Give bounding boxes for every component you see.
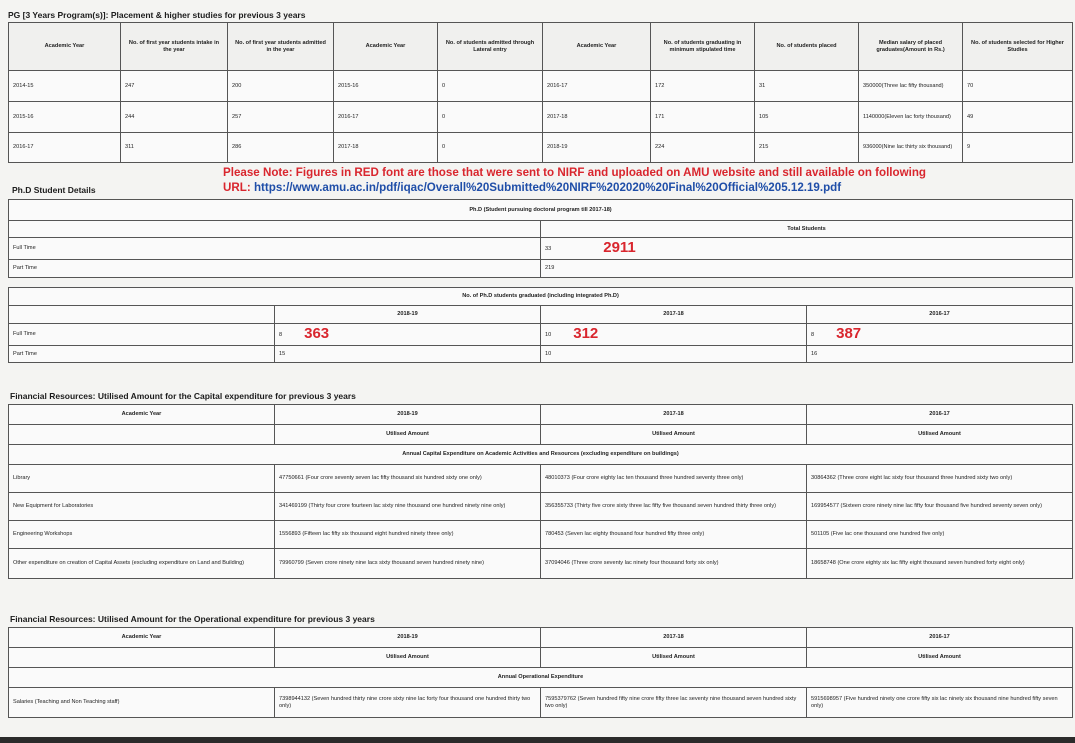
url-label: URL: [223, 181, 251, 195]
red-figure: 387 [836, 325, 862, 343]
capital-expenditure-table [8, 404, 1073, 579]
table-cell: 105 [755, 102, 859, 133]
phd-graduated-header: No. of Ph.D students graduated (including integrated Ph.D) [9, 288, 1073, 306]
amount-cell: 1556893 (Fifteen lac fifty six thousand eight hundred ninety three only) [275, 521, 541, 549]
phd-graduated-table [8, 287, 1073, 363]
grad-part-value: 16 [807, 346, 1073, 363]
table-row [9, 324, 1073, 346]
pg-header: Academic Year [543, 23, 651, 71]
pg-header: Academic Year [9, 23, 121, 71]
table-cell: 2016-17 [543, 71, 651, 102]
red-figure: 2911 [603, 239, 636, 257]
table-cell: 2016-17 [9, 133, 121, 163]
year-header: 2016-17 [807, 306, 1073, 324]
table-row [9, 521, 1073, 549]
table-cell: 257 [228, 102, 334, 133]
row-label: Other expenditure on creation of Capital Assets (excluding expenditure on Land and Building) [9, 549, 275, 579]
phd-section-title: Ph.D Student Details [12, 185, 96, 195]
table-cell: 1140000(Eleven lac forty thousand) [859, 102, 963, 133]
table-row [9, 238, 1073, 260]
pg-header: No. of students selected for Higher Studies [963, 23, 1073, 71]
table-cell: 200 [228, 71, 334, 102]
year-header: 2017-18 [541, 628, 807, 648]
grad-full-value: 8 [279, 331, 283, 338]
red-figure: 363 [304, 325, 330, 343]
table-cell: 286 [228, 133, 334, 163]
note-url-link[interactable]: https://www.amu.ac.in/pdf/iqac/Overall%20Submitted%20NIRF%202020%20Final%20Official%205.12.19.pdf [253, 181, 842, 195]
table-cell: 247 [121, 71, 228, 102]
table-cell: 9 [963, 133, 1073, 163]
total-students-label: Total Students [541, 221, 1073, 238]
table-cell: 2018-19 [543, 133, 651, 163]
table-cell: 2015-16 [9, 102, 121, 133]
amount-cell: 356355733 (Thirty five crore sixty three lac fifty five thousand seven hundred thirty three only) [541, 493, 807, 521]
table-row [9, 260, 1073, 278]
amount-cell: 501105 (Five lac one thousand one hundred five only) [807, 521, 1073, 549]
amount-cell: 780453 (Seven lac eighty thousand four hundred fifty three only) [541, 521, 807, 549]
table-row [9, 493, 1073, 521]
grad-full-value: 8 [811, 331, 815, 338]
part-time-value: 219 [541, 260, 1073, 278]
amount-cell: 7595379762 (Seven hundred fifty nine crore fifty three lac seventy nine thousand seven hundred sixty two only) [541, 688, 807, 718]
table-cell: 70 [963, 71, 1073, 102]
table-row [9, 688, 1073, 718]
note-url-line [223, 180, 1075, 195]
table-row [9, 102, 1073, 133]
operational-section-title: Financial Resources: Utilised Amount for the Operational expenditure for previous 3 years [10, 614, 375, 624]
amount-cell: 47750661 (Four crore seventy seven lac fifty thousand six hundred sixty one only) [275, 465, 541, 493]
table-cell: 171 [651, 102, 755, 133]
utilised-amount-label: Utilised Amount [275, 425, 541, 445]
part-time-label: Part Time [9, 260, 541, 278]
utilised-amount-label: Utilised Amount [541, 425, 807, 445]
amount-cell: 169954577 (Sixteen crore ninety nine lac fifty four thousand five hundred seventy seven only) [807, 493, 1073, 521]
table-row [9, 133, 1073, 163]
table-cell: 31 [755, 71, 859, 102]
pg-header: No. of students graduating in minimum stipulated time [651, 23, 755, 71]
amount-cell: 7398944132 (Seven hundred thirty nine crore sixty nine lac forty four thousand one hundred thirty two only) [275, 688, 541, 718]
table-cell: 311 [121, 133, 228, 163]
utilised-amount-label: Utilised Amount [541, 648, 807, 668]
table-cell: 2017-18 [543, 102, 651, 133]
table-cell: 172 [651, 71, 755, 102]
table-cell: 215 [755, 133, 859, 163]
full-time-label: Full Time [9, 238, 541, 260]
operational-section-header: Annual Operational Expenditure [9, 668, 1073, 688]
pg-header-row [9, 23, 1073, 71]
year-header: Academic Year [9, 628, 275, 648]
year-header: 2018-19 [275, 306, 541, 324]
capital-section-header: Annual Capital Expenditure on Academic Activities and Resources (excluding expenditure on buildings) [9, 445, 1073, 465]
utilised-amount-label: Utilised Amount [807, 648, 1073, 668]
year-header: 2018-19 [275, 628, 541, 648]
phd-pursuing-table [8, 199, 1073, 278]
row-label: New Equipment for Laboratories [9, 493, 275, 521]
empty-cell [9, 648, 275, 668]
year-header: 2016-17 [807, 405, 1073, 425]
capital-section-title: Financial Resources: Utilised Amount for the Capital expenditure for previous 3 years [10, 391, 356, 401]
full-time-label: Full Time [9, 324, 275, 346]
table-row [9, 465, 1073, 493]
row-label: Engineering Workshops [9, 521, 275, 549]
amount-cell: 79960799 (Seven crore ninety nine lacs sixty thousand seven hundred ninety nine) [275, 549, 541, 579]
red-figure: 312 [573, 325, 599, 343]
grad-full-cell [807, 324, 1073, 346]
year-header: 2018-19 [275, 405, 541, 425]
amount-cell: 5915698957 (Five hundred ninety one crore fifty six lac ninety six thousand nine hundred fifty seven only) [807, 688, 1073, 718]
table-cell: 2016-17 [334, 102, 438, 133]
pg-header: Academic Year [334, 23, 438, 71]
phd-pursuing-header: Ph.D (Student pursuing doctoral program till 2017-18) [9, 200, 1073, 221]
table-row [9, 549, 1073, 579]
table-cell: 2017-18 [334, 133, 438, 163]
table-cell: 0 [438, 102, 543, 133]
amount-cell: 30864362 (Three crore eight lac sixty four thousand three hundred sixty two only) [807, 465, 1073, 493]
grad-full-cell [275, 324, 541, 346]
table-row [9, 71, 1073, 102]
grad-part-value: 10 [541, 346, 807, 363]
table-cell: 49 [963, 102, 1073, 133]
year-header: 2016-17 [807, 628, 1073, 648]
table-row [9, 346, 1073, 363]
table-cell: 0 [438, 133, 543, 163]
table-cell: 224 [651, 133, 755, 163]
amount-cell: 18658748 (One crore eighty six lac fifty eight thousand seven hundred forty eight only) [807, 549, 1073, 579]
empty-cell [9, 306, 275, 324]
amount-cell: 341469199 (Thirty four crore fourteen lac sixty nine thousand one hundred ninety nine only) [275, 493, 541, 521]
year-header: 2017-18 [541, 306, 807, 324]
utilised-amount-label: Utilised Amount [275, 648, 541, 668]
pg-header: Median salary of placed graduates(Amount in Rs.) [859, 23, 963, 71]
table-cell: 2015-16 [334, 71, 438, 102]
pg-header: No. of students admitted through Lateral entry [438, 23, 543, 71]
table-cell: 0 [438, 71, 543, 102]
pg-placement-table [8, 22, 1073, 163]
grad-full-cell [541, 324, 807, 346]
year-header: 2017-18 [541, 405, 807, 425]
grad-part-value: 15 [275, 346, 541, 363]
table-cell: 2014-15 [9, 71, 121, 102]
note-line: Please Note: Figures in RED font are those that were sent to NIRF and uploaded on AMU website and still available on following [223, 166, 927, 179]
part-time-label: Part Time [9, 346, 275, 363]
grad-full-value: 10 [545, 331, 552, 338]
empty-cell [9, 221, 541, 238]
amount-cell: 48010373 (Four crore eighty lac ten thousand three hundred seventy three only) [541, 465, 807, 493]
pg-header: No. of first year students intake in the year [121, 23, 228, 71]
full-time-value: 33 [545, 245, 552, 252]
row-label: Library [9, 465, 275, 493]
operational-expenditure-table [8, 627, 1073, 718]
empty-cell [9, 425, 275, 445]
pg-header: No. of first year students admitted in the year [228, 23, 334, 71]
bottom-bar [0, 737, 1075, 743]
table-cell: 936000(Nine lac thirty six thousand) [859, 133, 963, 163]
table-cell: 244 [121, 102, 228, 133]
full-time-cell [541, 238, 1073, 260]
utilised-amount-label: Utilised Amount [807, 425, 1073, 445]
row-label: Salaries (Teaching and Non Teaching staff) [9, 688, 275, 718]
year-header: Academic Year [9, 405, 275, 425]
amount-cell: 37094046 (Three crore seventy lac ninety four thousand forty six only) [541, 549, 807, 579]
table-cell: 350000(Three lac fifty thousand) [859, 71, 963, 102]
pg-section-title: PG [3 Years Program(s)]: Placement & higher studies for previous 3 years [8, 10, 306, 20]
nirf-note [223, 165, 1075, 196]
pg-header: No. of students placed [755, 23, 859, 71]
